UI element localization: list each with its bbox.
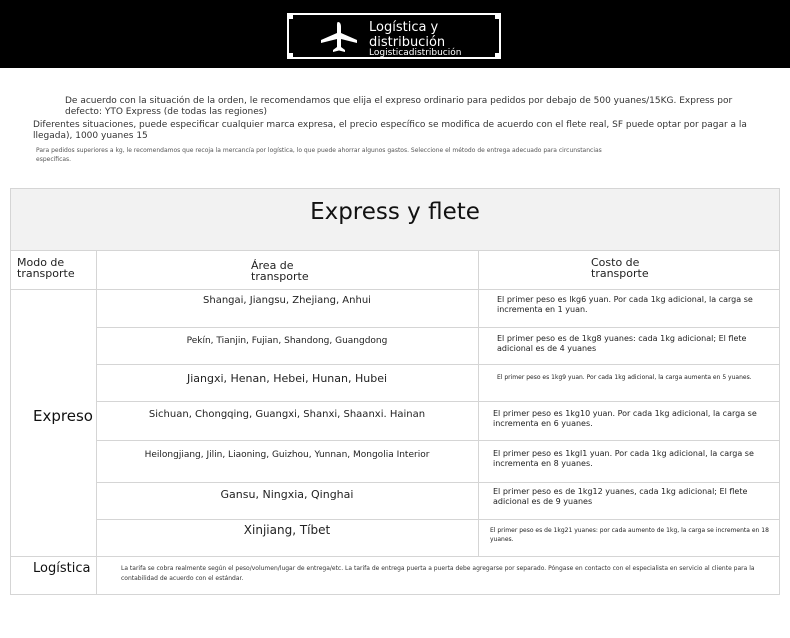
table-row-cost: El primer peso es de 1kg8 yuanes: cada 1kg adicional; El flete adicional es de 4 yuanes [497,334,747,353]
note-3: Para pedidos superiores a kg, le recomendamos que recoja la mercancía por logística, lo que puede ahorrar algunos gastos. Seleccione el método de entrega adecuado para circunstancias específicas. [36,147,602,163]
table-header [11,189,779,251]
table-row-cost: El primer peso es de 1kg12 yuanes, cada 1kg adicional; El flete adicional es de 9 yuanes [493,487,748,506]
table-row-area: Heilongjiang, Jilin, Liaoning, Guizhou, Yunnan, Mongolia Interior [144,450,430,460]
table-row-area: Sichuan, Chongqing, Guangxi, Shanxi, Shaanxi. Hainan [148,409,426,420]
table-row-area: Pekín, Tianjin, Fujian, Shandong, Guangdong [186,336,388,346]
table-row-area: Xinjiang, Tíbet [243,523,331,537]
banner-subtitle: Logisticadistribución [369,48,462,58]
banner-title: Logística y distribución [369,20,446,50]
table-row-cost: El primer peso es 1kg10 yuan. Por cada 1kg adicional, la carga se incrementa en 6 yuanes. [493,409,757,428]
note-1: De acuerdo con la situación de la orden, le recomendamos que elija el expreso ordinario para pedidos por debajo de 500 yuanes/15KG. Express por defecto: YTO Express (de todas las regiones) [65,96,733,117]
table-row-cost: El primer peso es 1kgl1 yuan. Por cada 1kg adicional, la carga se incrementa en 8 yuanes. [493,449,754,468]
table-row-cost: El primer peso es de 1kg21 yuanes: por cada aumento de 1kg, la carga se incrementa en 18 yuanes. [490,527,769,543]
note-2: Diferentes situaciones, puede especificar cualquier marca expresa, el precio específico se modifica de acuerdo con el flete real, SF puede optar por pagar a la llegada), 1000 yuanes 15 [33,120,747,141]
header-area: Área de transporte [251,259,309,283]
mode-logistics: Logística [33,561,91,576]
airplane-icon [319,20,359,54]
table-row-area: Jiangxi, Henan, Hebei, Hunan, Hubei [186,372,388,385]
table-row-cost: El primer peso es lkg6 yuan. Por cada 1kg adicional, la carga se incrementa en 1 yuan. [497,295,753,314]
table-row-area: Shangai, Jiangsu, Zhejiang, Anhui [203,295,371,306]
table-row-cost: El primer peso es 1kg9 yuan. Por cada 1kg adicional, la carga aumenta en 5 yuanes. [497,374,752,381]
header-cost: Costo de transporte [591,256,649,280]
logo-frame [287,13,501,59]
logistics-note: La tarifa se cobra realmente según el peso/volumen/lugar de entrega/etc. La tarifa de entrega puerta a puerta debe agregarse por separado. Póngase en contacto con el especialista en servicio al cliente para la contabilidad de acuerdo con el estándar. [121,565,755,582]
mode-express: Expreso [33,407,93,425]
header-mode: Modo de transporte [17,256,75,280]
header-banner [0,0,790,68]
freight-table [10,188,780,595]
table-row-area: Gansu, Ningxia, Qinghai [220,488,354,501]
table-title: Express y flete [310,199,480,225]
